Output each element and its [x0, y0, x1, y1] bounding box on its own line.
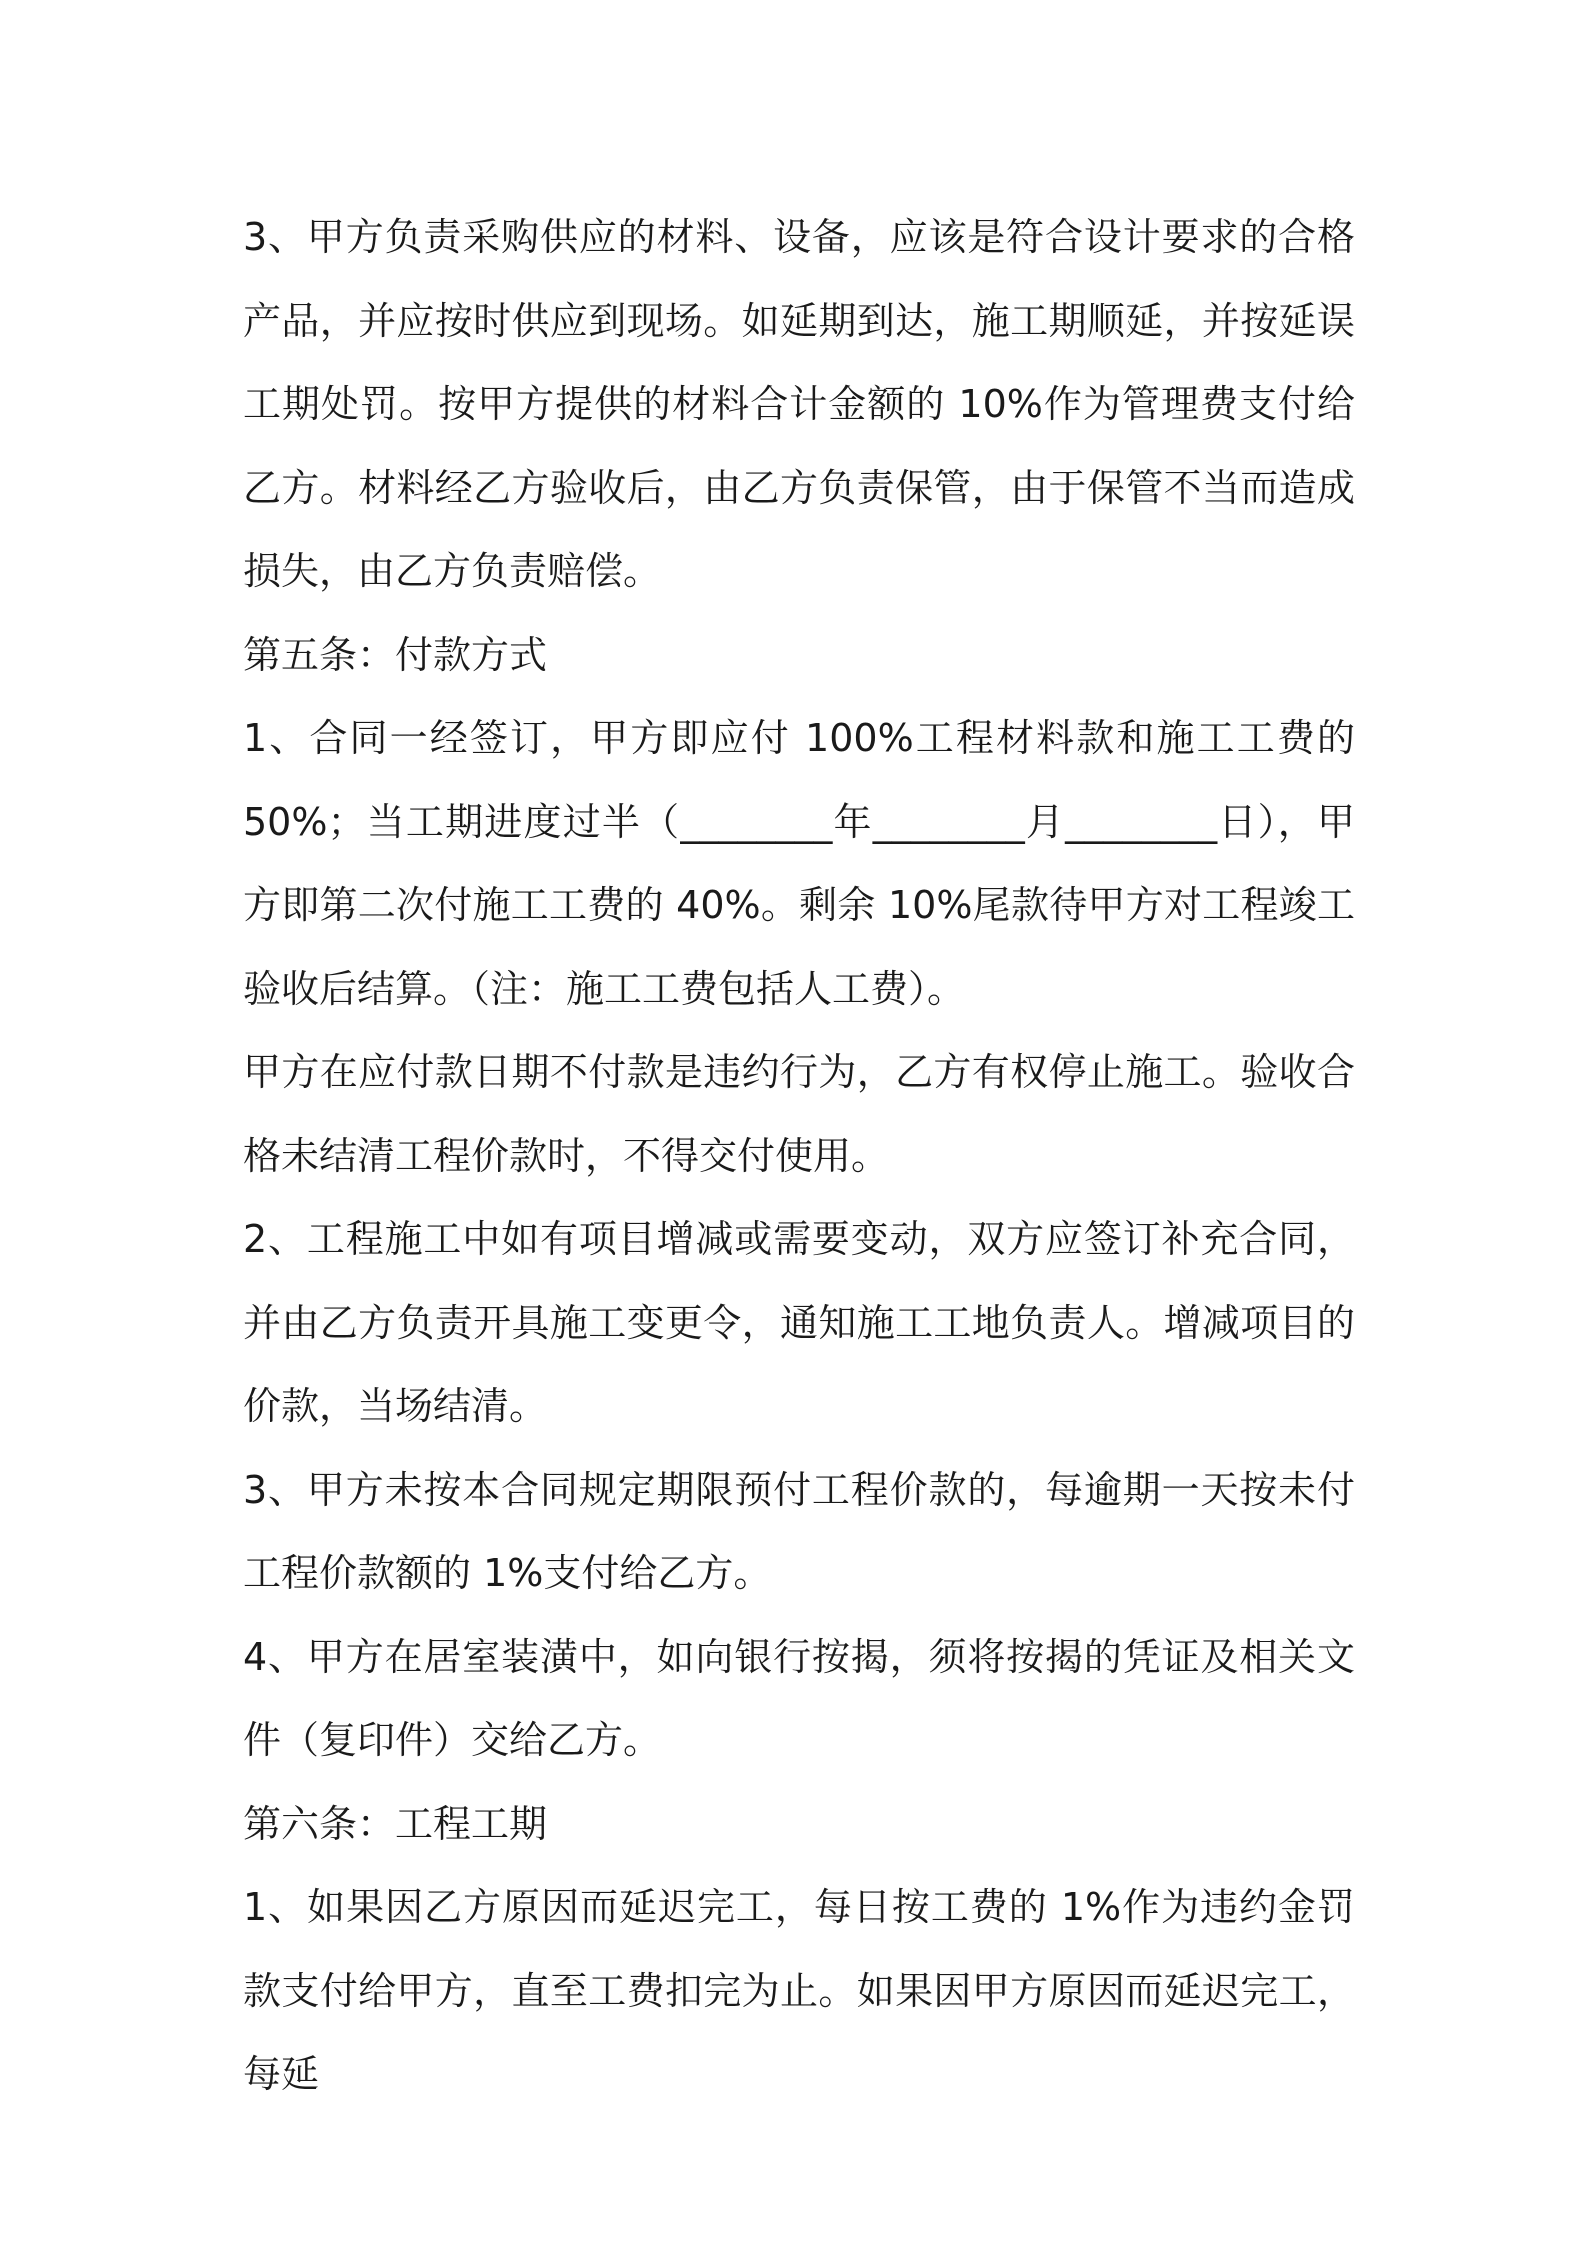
- paragraph-schedule-1: 1、如果因乙方原因而延迟完工，每日按工费的 1%作为违约金罚款支付给甲方，直至工费扣完为止。如果因甲方原因而延迟完工，每延: [243, 1885, 1355, 2096]
- paragraph-payment-3: 3、甲方未按本合同规定期限预付工程价款的，每逾期一天按未付工程价款额的 1%支付给乙方。: [243, 1467, 1355, 1595]
- paragraph-clause-3-materials: 3、甲方负责采购供应的材料、设备，应该是符合设计要求的合格产品，并应按时供应到现场。如延期到达，施工期顺延，并按延误工期处罚。按甲方提供的材料合计金额的 10%作为管理费支付给乙方。材料经乙方验收后，由乙方负责保管，由于保管不当而造成损失，由乙方负责赔偿。: [243, 215, 1355, 593]
- heading-article-5: 第五条：付款方式: [243, 632, 548, 677]
- paragraph-payment-2: 2、工程施工中如有项目增减或需要变动，双方应签订补充合同，并由乙方负责开具施工变更令，通知施工工地负责人。增减项目的价款，当场结清。: [243, 1217, 1355, 1428]
- paragraph-payment-default: 甲方在应付款日期不付款是违约行为，乙方有权停止施工。验收合格未结清工程价款时，不得交付使用。: [243, 1050, 1355, 1178]
- paragraph-payment-4: 4、甲方在居室装潢中，如向银行按揭，须将按揭的凭证及相关文件（复印件）交给乙方。: [243, 1634, 1355, 1762]
- paragraph-payment-1: 1、合同一经签订，甲方即应付 100%工程材料款和施工工费的 50%；当工期进度过半（________年________月________日），甲方即第二次付施工工费的 40%。剩余 10%尾款待甲方对工程竣工验收后结算。（注：施工工费包括人工费）。: [243, 716, 1355, 1011]
- document-body: [243, 196, 1355, 2117]
- heading-article-6: 第六条：工程工期: [243, 1801, 548, 1846]
